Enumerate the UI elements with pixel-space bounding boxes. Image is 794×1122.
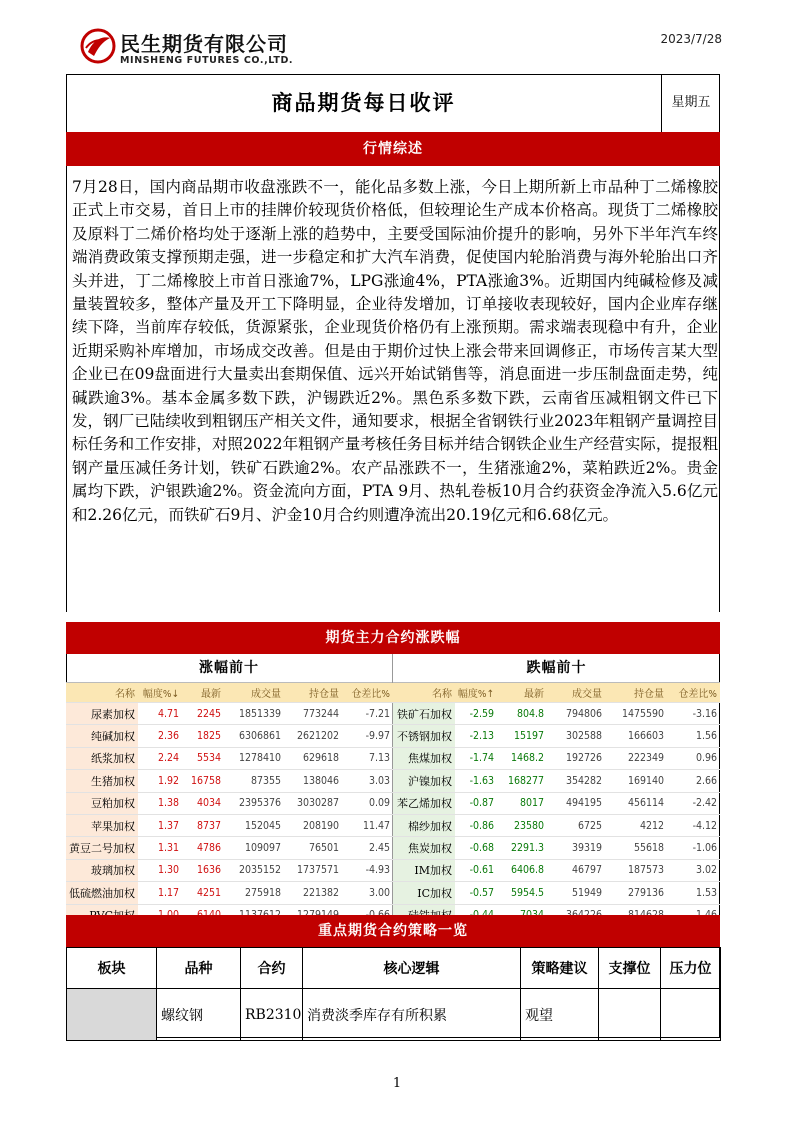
cell-name: 纯碱加权 <box>66 725 138 747</box>
table-row <box>393 725 720 747</box>
cell-oi: 208190 <box>284 814 342 836</box>
cell-oi_chg: 2.66 <box>667 770 720 792</box>
column-header: 仓差比% <box>342 683 393 703</box>
cell-pct: -0.86 <box>455 814 497 836</box>
page-title: 商品期货每日收评 <box>66 74 662 132</box>
cell-pct: 1.37 <box>138 814 182 836</box>
section-heading-strategy: 重点期货合约策略一览 <box>66 915 720 947</box>
title-row <box>66 74 720 132</box>
cell-oi_chg: 1.56 <box>667 725 720 747</box>
company-name-cn: 民生期货有限公司 <box>120 32 288 56</box>
cell-oi_chg: 2.45 <box>342 837 393 859</box>
cell-oi: 169140 <box>605 770 667 792</box>
cell-vol: 1278410 <box>224 747 284 769</box>
cell-logic: 消费淡季库存有所积累 <box>303 989 521 1041</box>
cell-pct: -0.61 <box>455 859 497 881</box>
table-row <box>66 703 393 725</box>
cell-pct: 1.17 <box>138 882 182 904</box>
column-header: 策略建议 <box>521 948 599 989</box>
cell-last: 1636 <box>182 859 224 881</box>
cell-vol: 275918 <box>224 882 284 904</box>
table-row <box>393 837 720 859</box>
cell-vol: 794806 <box>547 703 605 725</box>
cell-name: 尿素加权 <box>66 703 138 725</box>
cell-oi_chg: 0.09 <box>342 792 393 814</box>
cell-support <box>599 989 661 1041</box>
section-heading-summary: 行情综述 <box>66 132 720 166</box>
cell-oi_chg: -1.06 <box>667 837 720 859</box>
cell-last: 8737 <box>182 814 224 836</box>
cell-last: 5954.5 <box>497 882 547 904</box>
cell-oi: 55618 <box>605 837 667 859</box>
cell-pct: 2.24 <box>138 747 182 769</box>
cell-pct: -2.59 <box>455 703 497 725</box>
cell-oi_chg: 11.47 <box>342 814 393 836</box>
cell-last: 2245 <box>182 703 224 725</box>
cell-name: 焦炭加权 <box>393 837 455 859</box>
column-header: 最新 <box>182 683 224 703</box>
column-header: 名称 <box>393 683 455 703</box>
cell-last: 4251 <box>182 882 224 904</box>
strategy-table <box>66 947 721 1041</box>
cell-last: 15197 <box>497 725 547 747</box>
cell-last: 5534 <box>182 747 224 769</box>
cell-oi_chg: -2.42 <box>667 792 720 814</box>
cell-vol: 494195 <box>547 792 605 814</box>
market-summary-text: 7月28日，国内商品期市收盘涨跌不一，能化品多数上涨，今日上期所新上市品种丁二烯橡胶正式上市交易，首日上市的挂牌价较现货价格低，但较理论生产成本价格高。现货丁二烯橡胶及原料丁二烯价格均处于逐渐上涨的趋势中，主要受国际油价提升的影响，另外下半年汽车终端消费政策支撑预期走强，进一步稳定和扩大汽车消费，促使国内轮胎消费与海外轮胎出口齐头并进，丁二烯橡胶上市首日涨逾7%，LPG涨逾4%，PTA涨逾3%。近期国内纯碱检修及减量装置较多，整体产量及开工下降明显，企业待发增加，订单接收表现较好，国内企业库存继续下降，当前库存较低，货源紧张，企业现货价格仍有上涨预期。需求端表现稳中有升，企业近期采购补库增加，市场成交改善。但是由于期价过快上涨会带来回调修正，市场传言某大型企业已在09盘面进行大量卖出套期保值、远兴开始试销售等，消息面进一步压制盘面走势，纯碱跌逾3%。基本金属多数下跌，沪锡跌近2%。黑色系多数下跌，云南省压减粗钢文件已下发，钢厂已陆续收到粗钢压产相关文件，通知要求，根据全省钢铁行业2023年粗钢产量调控目标任务和工作安排，对照2022年粗钢产量考核任务目标并结合钢铁企业生产经营实际，提报粗钢产量压减任务计划，铁矿石跌逾2%。农产品涨跌不一，生猪涨逾2%，菜粕跌近2%。贵金属均下跌，沪银跌逾2%。资金流向方面，PTA 9月、热轧卷板10月合约获资金净流入5.6亿元和2.26亿元，而铁矿石9月、沪金10月合约则遭净流出20.19亿元和6.68亿元。 <box>72 178 718 524</box>
cell-name: IM加权 <box>393 859 455 881</box>
cell-last: 4786 <box>182 837 224 859</box>
cell-pct: 4.71 <box>138 703 182 725</box>
gainers-panel <box>66 654 393 915</box>
cell-vol: 152045 <box>224 814 284 836</box>
cell-oi: 4212 <box>605 814 667 836</box>
cell-name: 苯乙烯加权 <box>393 792 455 814</box>
cell-vol: 192726 <box>547 747 605 769</box>
cell-pct: 1.31 <box>138 837 182 859</box>
cell-last: 23580 <box>497 814 547 836</box>
strategy-panel <box>66 947 720 1038</box>
cell-name: 铁矿石加权 <box>393 703 455 725</box>
cell-last: 8017 <box>497 792 547 814</box>
cell-oi: 773244 <box>284 703 342 725</box>
table-row <box>66 770 393 792</box>
cell-oi: 166603 <box>605 725 667 747</box>
cell-vol: 354282 <box>547 770 605 792</box>
cell-advice: 观望 <box>521 989 599 1041</box>
cell-name: 纸浆加权 <box>66 747 138 769</box>
column-header: 核心逻辑 <box>303 948 521 989</box>
cell-name: IC加权 <box>393 882 455 904</box>
cell-vol: 1851339 <box>224 703 284 725</box>
column-header: 品种 <box>157 948 241 989</box>
cell-name: 黄豆二号加权 <box>66 837 138 859</box>
cell-product: 螺纹钢 <box>157 989 241 1041</box>
cell-oi_chg: -4.93 <box>342 859 393 881</box>
column-header: 幅度%↓ <box>138 683 182 703</box>
column-header: 支撑位 <box>599 948 661 989</box>
cell-contract: RB2310 <box>241 989 303 1041</box>
page-header <box>70 26 730 72</box>
cell-pct: -0.68 <box>455 837 497 859</box>
cell-vol: 6725 <box>547 814 605 836</box>
table-row <box>67 989 721 1041</box>
column-header: 名称 <box>66 683 138 703</box>
table-row <box>66 725 393 747</box>
section-gap <box>66 612 720 622</box>
table-row <box>393 882 720 904</box>
cell-name: 生猪加权 <box>66 770 138 792</box>
cell-pct: 1.30 <box>138 859 182 881</box>
cell-oi: 456114 <box>605 792 667 814</box>
column-header: 板块 <box>67 948 157 989</box>
cell-name: 玻璃加权 <box>66 859 138 881</box>
table-row <box>393 792 720 814</box>
cell-oi_chg: -9.97 <box>342 725 393 747</box>
cell-oi: 1475590 <box>605 703 667 725</box>
report-date: 2023/7/28 <box>660 32 722 46</box>
gainers-table <box>66 683 393 926</box>
column-header: 成交量 <box>224 683 284 703</box>
cell-name: 棉纱加权 <box>393 814 455 836</box>
cell-vol: 6306861 <box>224 725 284 747</box>
column-header: 持仓量 <box>605 683 667 703</box>
cell-pct: -0.87 <box>455 792 497 814</box>
cell-oi: 3030287 <box>284 792 342 814</box>
cell-oi_chg: -4.12 <box>667 814 720 836</box>
cell-vol: 46797 <box>547 859 605 881</box>
cell-pct: -1.63 <box>455 770 497 792</box>
column-header: 合约 <box>241 948 303 989</box>
table-row <box>66 859 393 881</box>
cell-pct: -0.57 <box>455 882 497 904</box>
cell-oi_chg: 3.00 <box>342 882 393 904</box>
table-row <box>393 703 720 725</box>
table-row <box>66 882 393 904</box>
cell-vol: 109097 <box>224 837 284 859</box>
cell-last: 1825 <box>182 725 224 747</box>
cell-vol: 39319 <box>547 837 605 859</box>
cell-oi_chg: 3.02 <box>667 859 720 881</box>
cell-name: 不锈钢加权 <box>393 725 455 747</box>
cell-name: 豆粕加权 <box>66 792 138 814</box>
weekday: 星期五 <box>671 95 711 110</box>
cell-name: 沪镍加权 <box>393 770 455 792</box>
table-row <box>66 792 393 814</box>
table-row <box>393 770 720 792</box>
movers-panel <box>66 654 720 915</box>
cell-last: 804.8 <box>497 703 547 725</box>
column-header: 最新 <box>497 683 547 703</box>
minsheng-logo-icon <box>80 28 116 64</box>
column-header: 压力位 <box>661 948 721 989</box>
company-name-en: MINSHENG FUTURES CO.,LTD. <box>120 55 294 66</box>
cell-pct: 2.36 <box>138 725 182 747</box>
cell-oi_chg: 7.13 <box>342 747 393 769</box>
losers-table <box>393 683 720 926</box>
cell-last: 1468.2 <box>497 747 547 769</box>
cell-pct: -2.13 <box>455 725 497 747</box>
cell-oi: 187573 <box>605 859 667 881</box>
table-row <box>393 859 720 881</box>
cell-name: 苹果加权 <box>66 814 138 836</box>
cell-oi: 222349 <box>605 747 667 769</box>
cell-oi_chg: 0.96 <box>667 747 720 769</box>
table-row <box>66 747 393 769</box>
cell-oi: 629618 <box>284 747 342 769</box>
cell-last: 4034 <box>182 792 224 814</box>
cell-name: 低硫燃油加权 <box>66 882 138 904</box>
column-header: 幅度%↑ <box>455 683 497 703</box>
cell-last: 6406.8 <box>497 859 547 881</box>
cell-oi_chg: 3.03 <box>342 770 393 792</box>
cell-sector <box>67 989 157 1041</box>
cell-pct: 1.92 <box>138 770 182 792</box>
table-row <box>66 837 393 859</box>
cell-oi_chg: 1.53 <box>667 882 720 904</box>
column-header: 持仓量 <box>284 683 342 703</box>
cell-vol: 87355 <box>224 770 284 792</box>
page-number: 1 <box>392 1076 402 1091</box>
losers-title: 跌幅前十 <box>393 654 720 683</box>
cell-last: 16758 <box>182 770 224 792</box>
cell-oi: 1737571 <box>284 859 342 881</box>
cell-last: 2291.3 <box>497 837 547 859</box>
cell-pct: 1.38 <box>138 792 182 814</box>
cell-vol: 2035152 <box>224 859 284 881</box>
cell-oi_chg: -7.21 <box>342 703 393 725</box>
cell-resistance <box>661 989 721 1041</box>
gainers-title: 涨幅前十 <box>66 654 392 683</box>
losers-panel <box>393 654 720 915</box>
cell-vol: 302588 <box>547 725 605 747</box>
table-row <box>66 814 393 836</box>
cell-oi_chg: -3.16 <box>667 703 720 725</box>
cell-pct: -1.74 <box>455 747 497 769</box>
cell-name: 焦煤加权 <box>393 747 455 769</box>
cell-oi: 138046 <box>284 770 342 792</box>
cell-oi: 76501 <box>284 837 342 859</box>
section-heading-movers: 期货主力合约涨跌幅 <box>66 622 720 654</box>
cell-vol: 51949 <box>547 882 605 904</box>
column-header: 仓差比% <box>667 683 720 703</box>
table-row <box>393 814 720 836</box>
cell-oi: 2621202 <box>284 725 342 747</box>
cell-oi: 221382 <box>284 882 342 904</box>
table-row <box>393 747 720 769</box>
cell-vol: 2395376 <box>224 792 284 814</box>
column-header: 成交量 <box>547 683 605 703</box>
cell-oi: 279136 <box>605 882 667 904</box>
cell-last: 168277 <box>497 770 547 792</box>
